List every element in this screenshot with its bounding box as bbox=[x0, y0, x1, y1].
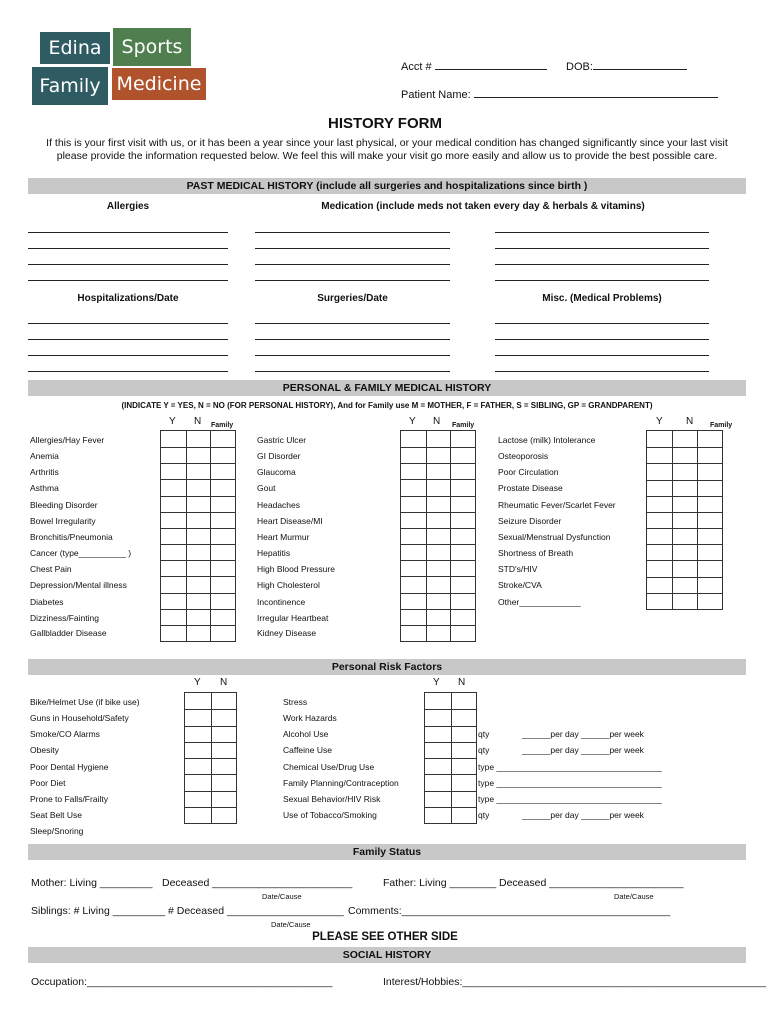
grid-row-divider bbox=[425, 742, 476, 743]
list-item: Use of Tobacco/Smoking bbox=[283, 810, 377, 820]
list-item: Other_____________ bbox=[498, 597, 581, 607]
social-history-bar: SOCIAL HISTORY bbox=[28, 947, 746, 963]
mother-living-field[interactable]: Mother: Living _________ bbox=[31, 877, 153, 889]
grid-row-divider bbox=[185, 774, 236, 775]
list-item: Poor Dental Hygiene bbox=[30, 762, 109, 772]
col3-y-header: Y bbox=[656, 416, 663, 427]
grid-row-divider bbox=[401, 496, 475, 497]
grid-row-divider bbox=[161, 463, 235, 464]
grid-row-divider bbox=[401, 479, 475, 480]
siblings-living-field[interactable]: Siblings: # Living _________ bbox=[31, 905, 166, 917]
list-item: Rheumatic Fever/Scarlet Fever bbox=[498, 500, 616, 510]
grid-row-divider bbox=[185, 807, 236, 808]
list-item: Poor Circulation bbox=[498, 467, 559, 477]
grid-row-divider bbox=[161, 512, 235, 513]
grid-row-divider bbox=[425, 774, 476, 775]
list-item: Obesity bbox=[30, 745, 59, 755]
risk-col1-y-header: Y bbox=[194, 677, 201, 688]
list-item: Sexual Behavior/HIV Risk bbox=[283, 794, 381, 804]
dob-label: DOB: bbox=[566, 61, 593, 73]
grid-row-divider bbox=[425, 726, 476, 727]
logo-edina: Edina bbox=[40, 32, 110, 64]
list-item: Bike/Helmet Use (if bike use) bbox=[30, 697, 140, 707]
grid-row-divider bbox=[647, 496, 722, 497]
grid-row-divider bbox=[161, 544, 235, 545]
grid-row-divider bbox=[647, 447, 722, 448]
caffeine-qty-label: qty bbox=[478, 745, 490, 755]
logo-sports: Sports bbox=[113, 28, 191, 66]
risk-col2-checkbox-grid[interactable] bbox=[424, 692, 477, 824]
pfmh-col3-checkbox-grid[interactable] bbox=[646, 430, 723, 610]
risk-col1-checkbox-grid[interactable] bbox=[184, 692, 237, 824]
list-item: Heart Murmur bbox=[257, 532, 310, 542]
risk-col2-n-header: N bbox=[458, 677, 466, 688]
pfmh-legend: (INDICATE Y = YES, N = NO (FOR PERSONAL HISTORY), And for Family use M = MOTHER, F = FATHER, S = SIBLING, GP = GRANDPARENT) bbox=[121, 401, 653, 410]
grid-row-divider bbox=[647, 528, 722, 529]
list-item: Alcohol Use bbox=[283, 729, 329, 739]
allergies-header: Allergies bbox=[106, 201, 150, 212]
list-item: Chemical Use/Drug Use bbox=[283, 762, 375, 772]
grid-row-divider bbox=[185, 726, 236, 727]
list-item: Gastric Ulcer bbox=[257, 435, 307, 445]
grid-column-divider bbox=[672, 431, 673, 609]
occupation-field[interactable]: Occupation:__________________________________________ bbox=[31, 976, 333, 988]
pfmh-col2-checkbox-grid[interactable] bbox=[400, 430, 476, 642]
grid-row-divider bbox=[401, 560, 475, 561]
list-item: Arthritis bbox=[30, 467, 59, 477]
siblings-deceased-field[interactable]: # Deceased ____________________ bbox=[168, 905, 344, 917]
list-item: Prostate Disease bbox=[498, 483, 563, 493]
list-item: Guns in Household/Safety bbox=[30, 713, 129, 723]
list-item: Sleep/Snoring bbox=[30, 826, 84, 836]
grid-row-divider bbox=[401, 528, 475, 529]
family-planning-type-field[interactable]: type ___________________________________ bbox=[478, 778, 662, 788]
grid-row-divider bbox=[185, 758, 236, 759]
list-item: Asthma bbox=[30, 483, 59, 493]
grid-row-divider bbox=[425, 758, 476, 759]
col2-y-header: Y bbox=[409, 416, 416, 427]
list-item: Chest Pain bbox=[30, 564, 72, 574]
col2-family-header: Family bbox=[452, 422, 475, 429]
list-item: STD's/HIV bbox=[498, 564, 538, 574]
father-date-cause-label: Date/Cause bbox=[614, 892, 654, 901]
list-item: High Blood Pressure bbox=[257, 564, 335, 574]
col3-n-header: N bbox=[686, 416, 694, 427]
sexual-behavior-type-field[interactable]: type ___________________________________ bbox=[478, 794, 662, 804]
grid-column-divider bbox=[697, 431, 698, 609]
risk-bar: Personal Risk Factors bbox=[28, 659, 746, 675]
list-item: Headaches bbox=[257, 500, 301, 510]
list-item: Stress bbox=[283, 697, 308, 707]
list-item: Allergies/Hay Fever bbox=[30, 435, 105, 445]
grid-row-divider bbox=[647, 463, 722, 464]
col1-n-header: N bbox=[194, 416, 202, 427]
list-item: Anemia bbox=[30, 451, 59, 461]
list-item: Heart Disease/MI bbox=[257, 516, 323, 526]
list-item: GI Disorder bbox=[257, 451, 301, 461]
list-item: Lactose (milk) Intolerance bbox=[498, 435, 596, 445]
list-item: High Cholesterol bbox=[257, 580, 320, 590]
logo-family: Family bbox=[32, 67, 108, 105]
list-item: Hepatitis bbox=[257, 548, 291, 558]
hospitalizations-header: Hospitalizations/Date bbox=[77, 293, 179, 304]
patient-name-label: Patient Name: bbox=[401, 89, 471, 101]
tobacco-qty-label: qty bbox=[478, 810, 490, 820]
grid-row-divider bbox=[401, 447, 475, 448]
interests-field[interactable]: Interest/Hobbies:____________________________________________________ bbox=[383, 976, 767, 988]
list-item: Sexual/Menstrual Dysfunction bbox=[498, 532, 611, 542]
list-item: Gallbladder Disease bbox=[30, 628, 107, 638]
grid-row-divider bbox=[185, 742, 236, 743]
list-item: Gout bbox=[257, 483, 276, 493]
caffeine-qty-field[interactable]: ______per day ______per week bbox=[522, 745, 644, 755]
list-item: Family Planning/Contraception bbox=[283, 778, 399, 788]
comments-field[interactable]: Comments:______________________________________________ bbox=[348, 905, 671, 917]
list-item: Bowel Irregularity bbox=[30, 516, 96, 526]
grid-row-divider bbox=[161, 528, 235, 529]
patient-name-field[interactable] bbox=[401, 88, 718, 101]
list-item: Smoke/CO Alarms bbox=[30, 729, 100, 739]
list-item: Shortness of Breath bbox=[498, 548, 574, 558]
mother-deceased-field[interactable]: Deceased ________________________ bbox=[162, 877, 353, 889]
pfmh-bar: PERSONAL & FAMILY MEDICAL HISTORY bbox=[28, 380, 746, 396]
list-item: Osteoporosis bbox=[498, 451, 549, 461]
grid-row-divider bbox=[185, 709, 236, 710]
col1-family-header: Family bbox=[211, 422, 234, 429]
pfmh-col1-checkbox-grid[interactable] bbox=[160, 430, 236, 642]
medication-header: Medication (include meds not taken every day & herbals & vitamins) bbox=[321, 201, 645, 212]
grid-row-divider bbox=[161, 447, 235, 448]
grid-row-divider bbox=[425, 791, 476, 792]
mother-date-cause-label: Date/Cause bbox=[262, 892, 302, 901]
list-item: Seizure Disorder bbox=[498, 516, 562, 526]
grid-row-divider bbox=[425, 709, 476, 710]
grid-row-divider bbox=[161, 560, 235, 561]
list-item: Prone to Falls/Frailty bbox=[30, 794, 108, 804]
col2-n-header: N bbox=[433, 416, 441, 427]
list-item: Depression/Mental illness bbox=[30, 580, 127, 590]
grid-row-divider bbox=[647, 593, 722, 594]
grid-row-divider bbox=[425, 807, 476, 808]
risk-col1-n-header: N bbox=[220, 677, 228, 688]
father-living-field[interactable]: Father: Living ________ bbox=[383, 877, 497, 889]
grid-row-divider bbox=[161, 576, 235, 577]
grid-row-divider bbox=[185, 791, 236, 792]
list-item: Bleeding Disorder bbox=[30, 500, 98, 510]
col1-y-header: Y bbox=[169, 416, 176, 427]
misc-header: Misc. (Medical Problems) bbox=[542, 293, 662, 304]
grid-row-divider bbox=[647, 544, 722, 545]
grid-row-divider bbox=[161, 479, 235, 480]
see-other-side-note: PLEASE SEE OTHER SIDE bbox=[312, 931, 458, 943]
intro-text: If this is your first visit with us, or it has been a year since your last physical, or your medical condition has changed significantly since your last visit please provide the information requested below. We feel this will make your visit go more easily and allow us to provide the best possible care. bbox=[46, 137, 728, 162]
chemical-type-field[interactable]: type ___________________________________ bbox=[478, 762, 662, 772]
surgeries-header: Surgeries/Date bbox=[317, 293, 388, 304]
risk-col2-y-header: Y bbox=[433, 677, 440, 688]
grid-row-divider bbox=[161, 609, 235, 610]
col3-family-header: Family bbox=[710, 422, 733, 429]
grid-row-divider bbox=[161, 593, 235, 594]
father-deceased-field[interactable]: Deceased _______________________ bbox=[499, 877, 684, 889]
list-item: Incontinence bbox=[257, 597, 306, 607]
acct-field[interactable] bbox=[401, 60, 547, 73]
grid-row-divider bbox=[161, 496, 235, 497]
grid-row-divider bbox=[401, 512, 475, 513]
list-item: Glaucoma bbox=[257, 467, 296, 477]
grid-row-divider bbox=[647, 512, 722, 513]
logo-medicine: Medicine bbox=[112, 68, 206, 100]
alcohol-qty-label: qty bbox=[478, 729, 490, 739]
list-item: Poor Diet bbox=[30, 778, 66, 788]
grid-row-divider bbox=[647, 560, 722, 561]
grid-row-divider bbox=[401, 576, 475, 577]
grid-row-divider bbox=[401, 609, 475, 610]
list-item: Seat Belt Use bbox=[30, 810, 82, 820]
list-item: Stroke/CVA bbox=[498, 580, 542, 590]
family-status-bar: Family Status bbox=[28, 844, 746, 860]
grid-row-divider bbox=[401, 593, 475, 594]
page-title: HISTORY FORM bbox=[328, 115, 442, 132]
list-item: Bronchitis/Pneumonia bbox=[30, 532, 113, 542]
list-item: Kidney Disease bbox=[257, 628, 317, 638]
list-item: Cancer (type__________ ) bbox=[30, 548, 132, 558]
pmh-bar: PAST MEDICAL HISTORY (include all surgeries and hospitalizations since birth ) bbox=[28, 178, 746, 194]
acct-label: Acct # bbox=[401, 61, 432, 73]
list-item: Irregular Heartbeat bbox=[257, 613, 329, 623]
grid-row-divider bbox=[647, 577, 722, 578]
grid-row-divider bbox=[401, 625, 475, 626]
grid-row-divider bbox=[401, 544, 475, 545]
alcohol-qty-field[interactable]: ______per day ______per week bbox=[522, 729, 644, 739]
siblings-date-cause-label: Date/Cause bbox=[271, 920, 311, 929]
tobacco-qty-field[interactable]: ______per day ______per week bbox=[522, 810, 644, 820]
list-item: Dizziness/Fainting bbox=[30, 613, 99, 623]
list-item: Work Hazards bbox=[283, 713, 337, 723]
dob-field[interactable] bbox=[566, 60, 687, 73]
grid-row-divider bbox=[161, 625, 235, 626]
list-item: Caffeine Use bbox=[283, 745, 332, 755]
list-item: Diabetes bbox=[30, 597, 64, 607]
grid-row-divider bbox=[401, 463, 475, 464]
grid-row-divider bbox=[647, 480, 722, 481]
